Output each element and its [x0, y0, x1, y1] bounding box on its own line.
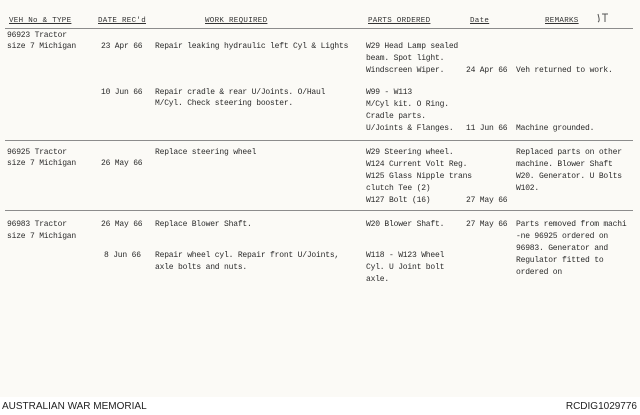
- remarks-line: 96983. Generator and: [516, 244, 609, 253]
- parts-line: W118 - W123 Wheel: [366, 251, 445, 260]
- parts-line: axle.: [366, 275, 390, 284]
- work-line: Repair wheel cyl. Repair front U/Joints,: [155, 251, 340, 260]
- header-work: WORK REQUIRED: [205, 17, 268, 25]
- parts-line: W99 - W113: [366, 88, 413, 97]
- parts-line: W29 Steering wheel.: [366, 148, 454, 157]
- header-parts: PARTS ORDERED: [368, 17, 431, 25]
- remarks-line: Machine grounded.: [516, 124, 595, 133]
- parts-line: U/Joints & Flanges.: [366, 124, 454, 133]
- date-recd: 10 Jun 66: [101, 88, 143, 97]
- remarks-line: Veh returned to work.: [516, 66, 613, 75]
- remarks-line: W20. Generator. U Bolts: [516, 172, 622, 181]
- date-recd: 26 May 66: [101, 220, 143, 229]
- date-recd: 8 Jun 66: [104, 251, 141, 260]
- veh-line-1: 96925 Tractor: [7, 148, 67, 157]
- parts-line: Cradle parts.: [366, 112, 426, 121]
- work-line: Replace steering wheel: [155, 148, 257, 157]
- work-line: axle bolts and nuts.: [155, 263, 248, 272]
- date-recd: 23 Apr 66: [101, 42, 143, 51]
- parts-line: W124 Current Volt Reg.: [366, 160, 468, 169]
- work-line: Repair cradle & rear U/Joints. O/Haul: [155, 88, 326, 97]
- remarks-line: Replaced parts on other: [516, 148, 622, 157]
- header-rule: [5, 28, 633, 29]
- entry-date: 24 Apr 66: [466, 66, 508, 75]
- footer-institution: AUSTRALIAN WAR MEMORIAL: [2, 401, 147, 412]
- work-line: Replace Blower Shaft.: [155, 220, 252, 229]
- parts-line: M/Cyl kit. O Ring.: [366, 100, 449, 109]
- parts-line: Windscreen Wiper.: [366, 66, 445, 75]
- parts-line: W125 Glass Nipple trans: [366, 172, 472, 181]
- remarks-line: W102.: [516, 184, 540, 193]
- parts-line: W20 Blower Shaft.: [366, 220, 445, 229]
- veh-line-2: size 7 Michigan: [7, 42, 77, 51]
- row-rule: [5, 210, 633, 211]
- work-line: Repair leaking hydraulic left Cyl & Lights: [155, 42, 349, 51]
- veh-line-2: size 7 Michigan: [7, 232, 77, 241]
- parts-line: Cyl. U Joint bolt: [366, 263, 445, 272]
- remarks-line: ordered on: [516, 268, 563, 277]
- parts-line: W127 Bolt (16): [366, 196, 431, 205]
- date-recd: 26 May 66: [101, 159, 143, 168]
- header-date-recd: DATE REC'd: [98, 17, 147, 25]
- remarks-line: machine. Blower Shaft: [516, 160, 613, 169]
- entry-date: 27 May 66: [466, 196, 508, 205]
- handwritten-mark: [596, 10, 610, 21]
- parts-line: clutch Tee (2): [366, 184, 431, 193]
- header-remarks: REMARKS: [545, 17, 579, 25]
- remarks-line: Regulator fitted to: [516, 256, 604, 265]
- footer-record-id: RCDIG1029776: [565, 401, 637, 412]
- veh-line-1: 96923 Tractor: [7, 31, 67, 40]
- header-veh: VEH No & TYPE: [9, 17, 72, 25]
- entry-date: 11 Jun 66: [466, 124, 508, 133]
- veh-line-2: size 7 Michigan: [7, 159, 77, 168]
- remarks-line: Parts removed from machi: [516, 220, 627, 229]
- row-rule: [5, 140, 633, 141]
- entry-date: 27 May 66: [466, 220, 508, 229]
- header-date: Date: [470, 17, 490, 25]
- remarks-line: -ne 96925 ordered on: [516, 232, 609, 241]
- parts-line: W29 Head Lamp sealed: [366, 42, 459, 51]
- parts-line: beam. Spot light.: [366, 54, 445, 63]
- veh-line-1: 96983 Tractor: [7, 220, 67, 229]
- work-line: M/Cyl. Check steering booster.: [155, 99, 294, 108]
